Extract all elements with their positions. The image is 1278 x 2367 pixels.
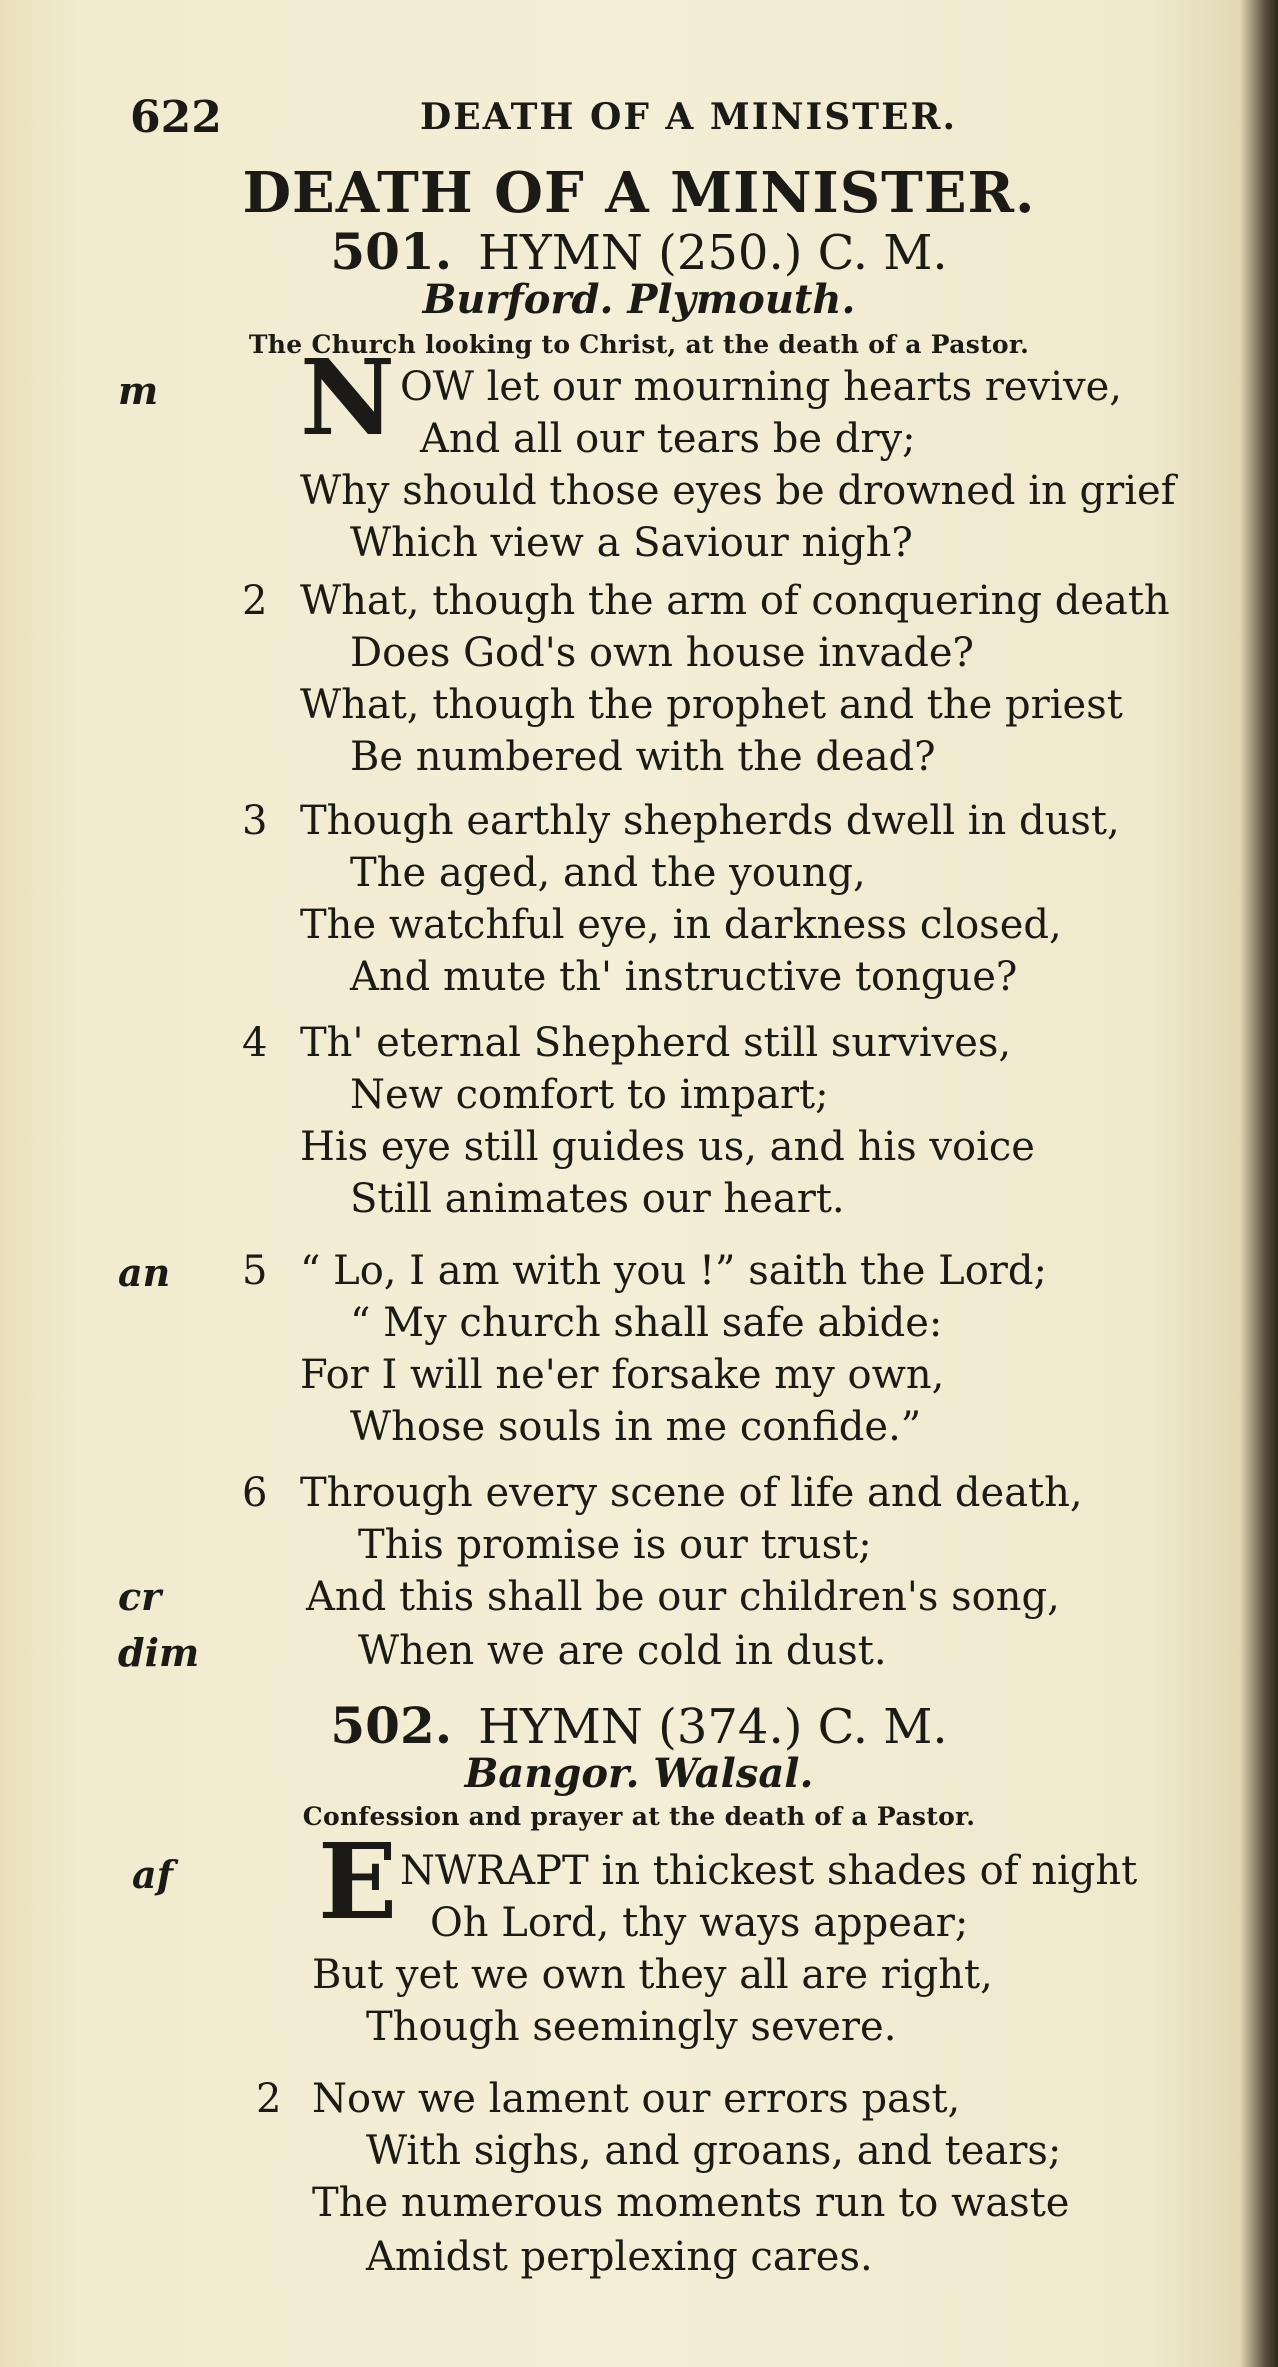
verse-line: New comfort to impart; [350,1072,829,1118]
verse-line: Does God's own house invade? [350,630,974,676]
verse-line: His eye still guides us, and his voice [300,1124,1035,1170]
dynamic-marker: dim [118,1630,200,1675]
verse-line: Whose souls in me confide.” [350,1404,922,1450]
verse-line: Though earthly shepherds dwell in dust, [300,798,1120,844]
section-title: DEATH OF A MINISTER. [242,160,1036,226]
verse-number: 4 [242,1020,268,1066]
verse-line: Which view a Saviour nigh? [350,520,913,566]
verse-line: OW let our mourning hearts revive, [400,364,1122,410]
verse-line: With sighs, and groans, and tears; [366,2128,1062,2174]
verse-number: 5 [242,1248,268,1294]
verse-line: The watchful eye, in darkness closed, [300,902,1062,948]
verse-number: 3 [242,798,268,844]
dynamic-marker: cr [118,1574,162,1619]
verse-line: Th' eternal Shepherd still survives, [300,1020,1012,1066]
verse-line: NWRAPT in thickest shades of night [400,1848,1138,1894]
verse-number: 6 [242,1470,268,1516]
verse-line: Still animates our heart. [350,1176,845,1222]
verse-line: What, though the prophet and the priest [300,682,1123,728]
verse-line: Though seemingly severe. [366,2004,897,2050]
verse-line: Be numbered with the dead? [350,734,936,780]
verse-line: The numerous moments run to waste [312,2180,1070,2226]
verse-line: The aged, and the young, [350,850,866,896]
verse-line: “ Lo, I am with you !” saith the Lord; [300,1248,1048,1294]
dynamic-marker: an [118,1250,171,1295]
page-header [0,92,1278,152]
hymn-title: HYMN (250.) C. M. [478,225,948,281]
hymn-subject: The Church looking to Christ, at the death of a Pastor. [248,330,1030,359]
verse-line: “ My church shall safe abide: [350,1300,943,1346]
verse-number: 2 [242,578,268,624]
verse-line: Amidst perplexing cares. [366,2234,873,2280]
hymn-number: 501. [330,222,453,281]
hymn-title: HYMN (374.) C. M. [478,1699,948,1755]
page-number: 622 [130,92,222,143]
verse-line: And this shall be our children's song, [306,1574,1060,1620]
verse-line: Now we lament our errors past, [312,2076,961,2122]
dynamic-marker: af [132,1852,173,1897]
running-head: DEATH OF A MINISTER. [420,96,957,138]
verse-line: Why should those eyes be drowned in grief [300,468,1176,514]
hymn-tunes: Burford. Plymouth. [422,276,856,323]
verse-line: When we are cold in dust. [358,1628,887,1674]
verse-line: What, though the arm of conquering death [300,578,1170,624]
hymn-heading [0,222,1278,281]
hymn-number: 502. [330,1696,453,1755]
drop-cap: E [318,1820,398,1943]
verse-line: Through every scene of life and death, [300,1470,1083,1516]
verse-line: This promise is our trust; [358,1522,872,1568]
hymn-tunes: Bangor. Walsal. [464,1750,814,1797]
verse-line: Oh Lord, thy ways appear; [430,1900,969,1946]
verse-line: For I will ne'er forsake my own, [300,1352,945,1398]
verse-line: And all our tears be dry; [420,416,916,462]
verse-line: But yet we own they all are right, [312,1952,993,1998]
verse-number: 2 [256,2076,282,2122]
hymn-subject: Confession and prayer at the death of a Pastor. [302,1802,976,1831]
verse-line: And mute th' instructive tongue? [350,954,1018,1000]
drop-cap: N [300,336,396,459]
hymn-heading [0,1696,1278,1755]
dynamic-marker: m [118,368,159,413]
